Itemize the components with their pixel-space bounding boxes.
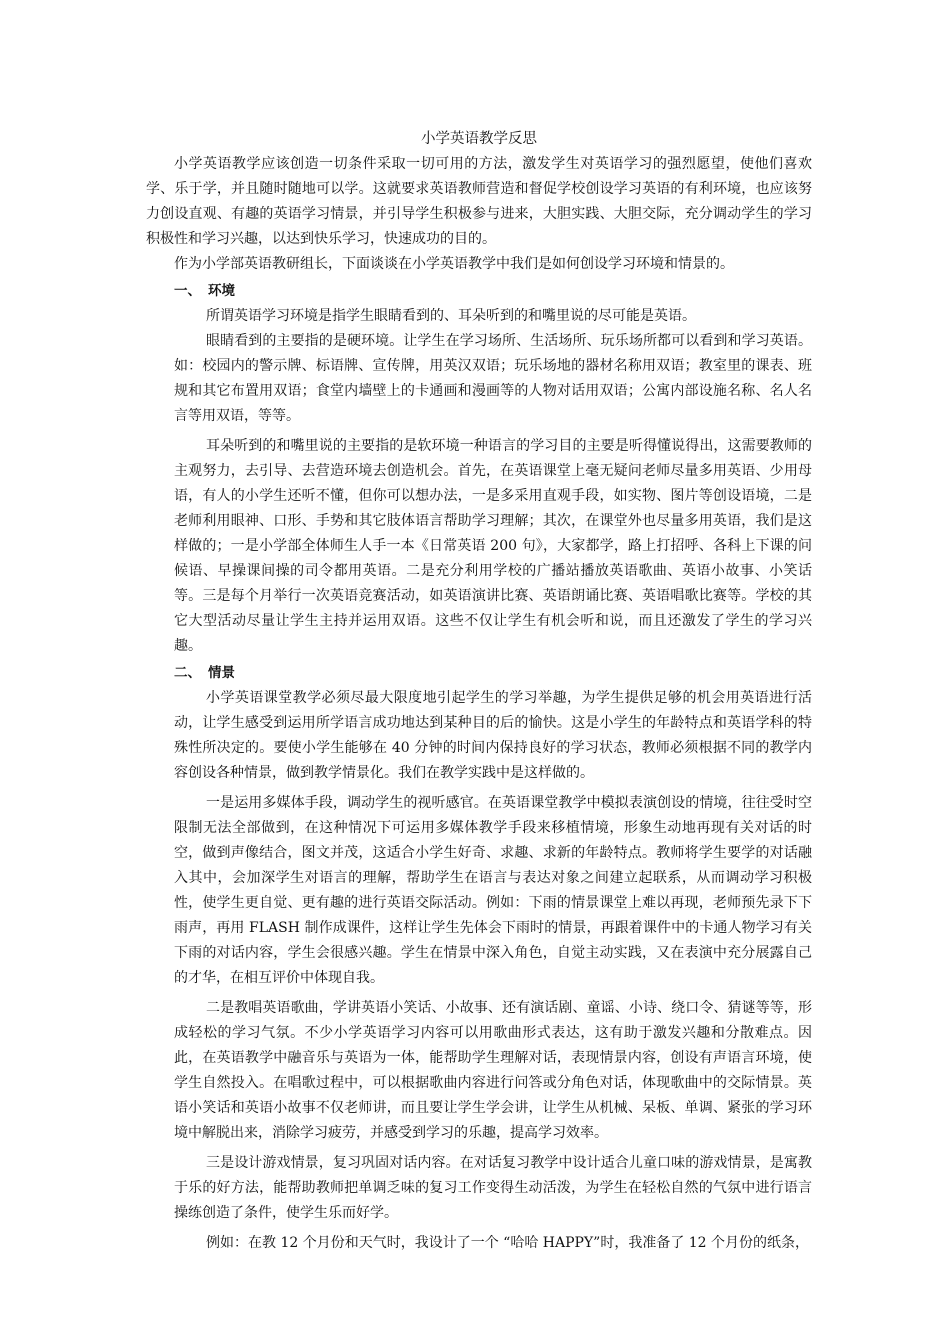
body-paragraph: 眼睛看到的主要指的是硬环境。让学生在学习场所、生活场所、玩乐场所都可以看到和学习英语。如：校园内的警示牌、标语牌、宣传牌，用英汉双语；玩乐场地的器材名称用双语；教室里的课表、班规和其它布置用双语；食堂内墙壁上的卡通画和漫画等的人物对话用双语；公寓内部设施名称、名人名言等用双语，等等。 (174, 333, 812, 424)
body-paragraph: 二是教唱英语歌曲，学讲英语小笑话、小故事、还有演话剧、童谣、小诗、绕口令、猜谜等等，形成轻松的学习气氛。不少小学英语学习内容可以用歌曲形式表达，这有助于激发兴趣和分散难点。因此，在英语教学中融音乐与英语为一体，能帮助学生理解对话，表现情景内容，创设有声语言环境，使学生自然投入。在唱歌过程中，可以根据歌曲内容进行问答或分角色对话，体现歌曲中的交际情景。英语小笑话和英语小故事不仅老师讲，而且要让学生学会讲，让学生从机械、呆板、单调、紧张的学习环境中解脱出来，消除学习疲劳，并感受到学习的乐趣，提高学习效率。 (174, 1000, 812, 1141)
section-number: 二、 (174, 665, 201, 681)
document-body (146, 279, 812, 1256)
body-paragraph: 耳朵听到的和嘴里说的主要指的是软环境一种语言的学习目的主要是听得懂说得出，这需要教师的主观努力，去引导、去营造环境去创造机会。首先，在英语课堂上毫无疑问老师尽量多用英语、少用母语，有人的小学生还听不懂，但你可以想办法，一是多采用直观手段，如实物、图片等创设语境，二是老师利用眼神、口形、手势和其它肢体语言帮助学习理解；其次，在课堂外也尽量多用英语，我们是这样做的；一是小学部全体师生人手一本《日常英语 200 句》，大家都学，路上打招呼、各科上下课的问候语、早操课间操的司令都用英语。二是充分利用学校的广播站播放英语歌曲、英语小故事、小笑话等。三是每个月举行一次英语竞赛活动，如英语演讲比赛、英语朗诵比赛、英语唱歌比赛等。学校的其它大型活动尽量让学生主持并运用双语。这些不仅让学生有机会听和说，而且还激发了学生的学习兴趣。 (174, 438, 812, 654)
intro-paragraph: 小学英语教学应该创造一切条件采取一切可用的方法，激发学生对英语学习的强烈愿望，使他们喜欢学、乐于学，并且随时随地可以学。这就要求英语教师营造和督促学校创设学习英语的有利环境，也应该努力创设直观、有趣的英语学习情景，并引导学生积极参与进来，大胆实践、大胆交际，充分调动学生的学习积极性和学习兴趣，以达到快乐学习，快速成功的目的。 (146, 156, 812, 247)
document-page (146, 126, 812, 1256)
intro-paragraph: 作为小学部英语教研组长，下面谈谈在小学英语教学中我们是如何创设学习环境和情景的。 (174, 256, 734, 272)
section-heading (174, 661, 812, 686)
body-paragraph: 三是设计游戏情景，复习巩固对话内容。在对话复习教学中设计适合儿童口味的游戏情景，是寓教于乐的好方法，能帮助教师把单调乏味的复习工作变得生动活泼，为学生在轻松自然的气氛中进行语言操练创造了条件，使学生乐而好学。 (174, 1155, 812, 1221)
body-paragraph: 小学英语课堂教学必须尽最大限度地引起学生的学习举趣，为学生提供足够的机会用英语进行活动，让学生感受到运用所学语言成功地达到某种目的后的愉快。这是小学生的年龄特点和英语学科的特殊性所决定的。要使小学生能够在 40 分钟的时间内保持良好的学习状态，教师必须根据不同的教学内容创设各种情景，做到教学情景化。我们在教学实践中是这样做的。 (174, 690, 812, 781)
section-heading-text: 情景 (208, 665, 235, 681)
document-title: 小学英语教学反思 (421, 131, 537, 147)
section-heading (174, 279, 812, 304)
section-heading-text: 环境 (208, 283, 235, 299)
body-paragraph: 一是运用多媒体手段，调动学生的视听感官。在英语课堂教学中模拟表演创设的情境，往往受时空限制无法全部做到，在这种情况下可运用多媒体教学手段来移植情境，形象生动地再现有关对话的时空，做到声像结合，图文并茂，这适合小学生好奇、求趣、求新的年龄特点。教师将学生要学的对话融入其中，会加深学生对语言的理解，帮助学生在语言与表达对象之间建立起联系，从而调动学习积极性，使学生更自觉、更有趣的进行英语交际活动。例如：下雨的情景课堂上难以再现，老师预先录下下雨声，再用 FLASH 制作成课件，这样让学生先体会下雨时的情景，再跟着课件中的卡通人物学习有关下雨的对话内容，学生会很感兴趣。学生在情景中深入角色，自觉主动实践，又在表演中充分展露自己的才华，在相互评价中体现自我。 (174, 795, 812, 986)
body-paragraph: 所谓英语学习环境是指学生眼睛看到的、耳朵听到的和嘴里说的尽可能是英语。 (206, 308, 696, 324)
body-paragraph: 例如：在教 12 个月份和天气时，我设计了一个 “哈哈 HAPPY”时，我准备了 12 个月份的纸条， (206, 1235, 810, 1251)
section-number: 一、 (174, 283, 201, 299)
